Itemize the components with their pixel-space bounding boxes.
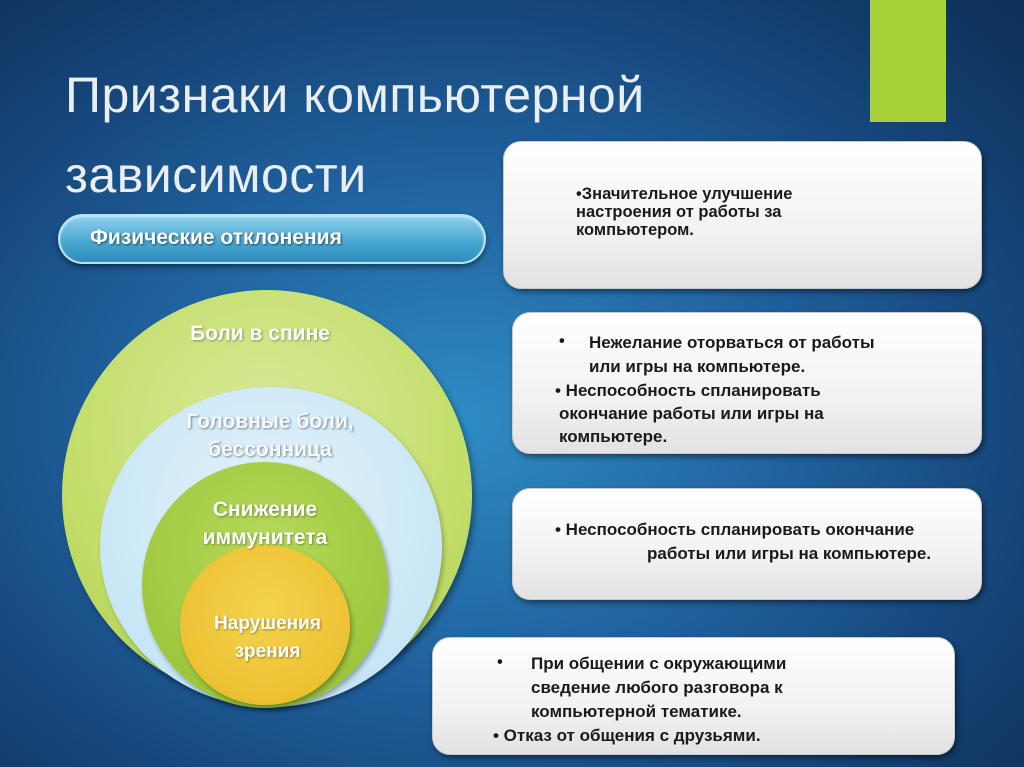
box2-line-2: или игры на компьютере. — [589, 357, 806, 376]
accent-bar — [870, 0, 946, 122]
box1-line-3: компьютером. — [576, 221, 694, 239]
box4-line-4: • Отказ от общения с друзьями. — [493, 726, 761, 745]
box2-bullet-1: • — [559, 332, 565, 350]
box1-line-1: •Значительное улучшение — [576, 185, 793, 203]
vision-line-2: зрения — [234, 641, 301, 662]
box2-line-4: окончание работы или игры на — [559, 404, 824, 423]
insomnia-text: бессонница — [208, 438, 332, 461]
text-box-communication — [432, 637, 955, 755]
vision-line-1: Нарушения — [214, 613, 321, 634]
immunity-line-2: иммунитета — [202, 526, 328, 549]
circle-second-label — [120, 408, 420, 464]
category-pill-label: Физические отклонения — [90, 226, 342, 249]
box4-line-1: При общении с окружающими — [531, 654, 787, 673]
back-pain-text: Боли в спине — [190, 322, 330, 345]
title-line-2: зависимости — [65, 147, 367, 203]
box4-line-2: сведение любого разговора к — [531, 678, 783, 697]
circle-inner-label — [185, 610, 350, 666]
text-box-mood — [503, 141, 982, 289]
circle-outer-label — [110, 320, 410, 348]
immunity-line-1: Снижение — [212, 498, 318, 521]
box2-line-3: • Неспособность спланировать — [555, 381, 821, 400]
circle-third-label — [140, 496, 390, 552]
category-pill — [58, 214, 486, 264]
box2-line-1: Нежелание оторваться от работы — [589, 333, 875, 352]
box4-bullet-1: • — [497, 653, 503, 671]
text-box-planning — [512, 488, 982, 600]
box1-line-2: настроения от работы за — [576, 203, 782, 221]
headache-text: Головные боли, — [186, 410, 354, 433]
box2-line-5: компьютере. — [559, 427, 668, 446]
box4-line-3: компьютерной тематике. — [531, 702, 742, 721]
box3-line-1: • Неспособность спланировать окончание — [555, 520, 915, 539]
text-box-reluctance — [512, 312, 982, 454]
title-line-1: Признаки компьютерной — [65, 67, 645, 123]
box3-line-2: работы или игры на компьютере. — [647, 544, 932, 563]
